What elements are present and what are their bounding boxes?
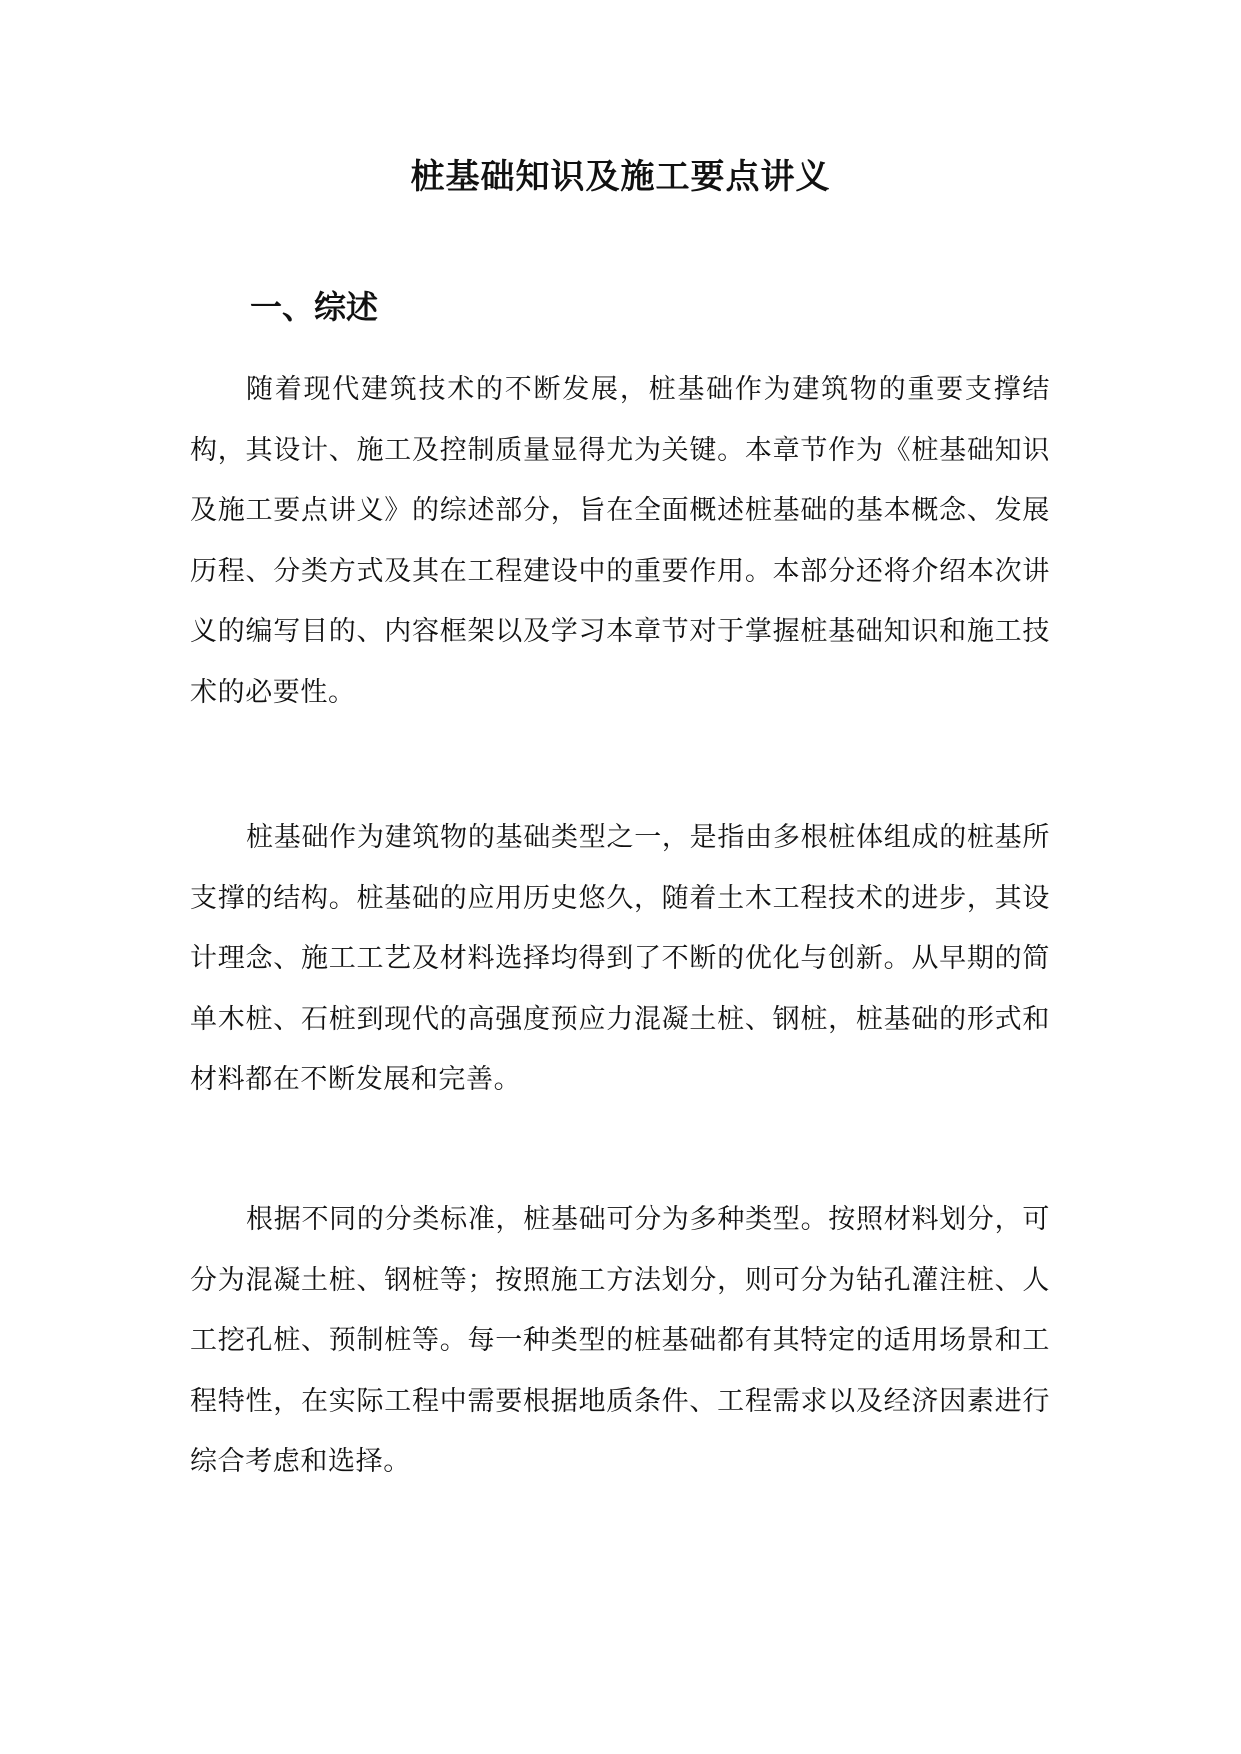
body-paragraph: 随着现代建筑技术的不断发展，桩基础作为建筑物的重要支撑结构，其设计、施工及控制质量显得尤为关键。本章节作为《桩基础知识及施工要点讲义》的综述部分，旨在全面概述桩基础的基本概念、发展历程、分类方式及其在工程建设中的重要作用。本部分还将介绍本次讲义的编写目的、内容框架以及学习本章节对于掌握桩基础知识和施工技术的必要性。 [190, 374, 1050, 708]
section-heading-overview: 一、综述 [250, 288, 379, 326]
document-title: 桩基础知识及施工要点讲义 [410, 157, 831, 197]
body-paragraph: 根据不同的分类标准，桩基础可分为多种类型。按照材料划分，可分为混凝土桩、钢桩等；按照施工方法划分，则可分为钻孔灌注桩、人工挖孔桩、预制桩等。每一种类型的桩基础都有其特定的适用场景和工程特性，在实际工程中需要根据地质条件、工程需求以及经济因素进行综合考虑和选择。 [190, 1204, 1050, 1477]
body-paragraph: 桩基础作为建筑物的基础类型之一，是指由多根桩体组成的桩基所支撑的结构。桩基础的应用历史悠久，随着土木工程技术的进步，其设计理念、施工工艺及材料选择均得到了不断的优化与创新。从早期的简单木桩、石桩到现代的高强度预应力混凝土桩、钢桩，桩基础的形式和材料都在不断发展和完善。 [190, 822, 1050, 1095]
